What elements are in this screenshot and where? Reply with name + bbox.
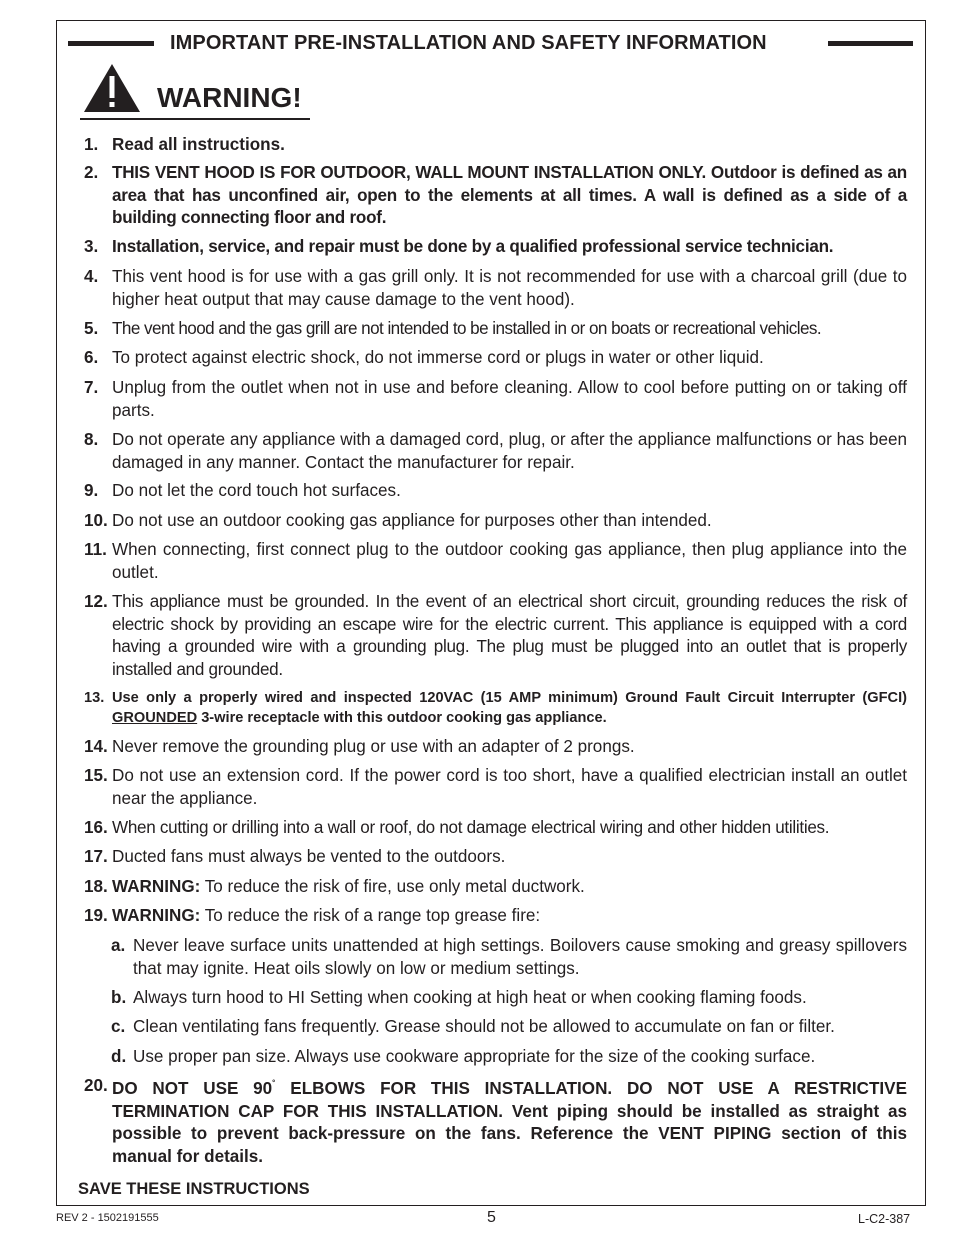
list-item: [84, 539, 907, 584]
list-item: [84, 736, 907, 759]
sub-list-item: [111, 1016, 907, 1039]
item-text: When connecting, first connect plug to the outdoor cooking gas appliance, then plug appliance into the outlet.: [112, 540, 907, 582]
header-rule-left: [68, 41, 154, 46]
item-text: Do not let the cord touch hot surfaces.: [112, 481, 401, 500]
item-text: Do not use an extension cord. If the power cord is too short, have a qualified electrician install an outlet near the appliance.: [112, 766, 907, 808]
list-item: [84, 510, 907, 533]
save-instructions-note: SAVE THESE INSTRUCTIONS: [78, 1180, 310, 1198]
warning-label: WARNING:: [112, 906, 201, 925]
list-item: [84, 480, 907, 503]
item-number: 8.: [84, 430, 99, 449]
list-item: [84, 846, 907, 869]
warning-label: WARNING:: [112, 877, 201, 896]
list-item: [84, 1075, 907, 1168]
item-text: [112, 876, 907, 899]
item-number: 14.: [84, 737, 108, 756]
item-number: 11.: [84, 540, 107, 559]
item-number: 1.: [84, 135, 99, 154]
revision-label: REV 2 - 1502191555: [56, 1212, 159, 1224]
list-item: [84, 876, 907, 899]
section-title: IMPORTANT PRE-INSTALLATION AND SAFETY INFORMATION: [170, 32, 767, 54]
item-number: 10.: [84, 511, 108, 530]
warning-triangle-icon: [82, 62, 142, 114]
item-number: 17.: [84, 847, 108, 866]
item-number: 7.: [84, 378, 99, 397]
item-text: This appliance must be grounded. In the event of an electrical short circuit, grounding reduces the risk of electric shock by providing an escape wire for the electric current. This appliance is equipped with a cord having a grounded wire with a grounding plug. The plug must be plugged into an outlet that is properly installed and grounded.: [112, 592, 907, 679]
item-number: 19.: [84, 906, 108, 925]
sub-item-text: Always turn hood to HI Setting when cooking at high heat or when cooking flaming foods.: [133, 988, 807, 1007]
item-number: 18.: [84, 877, 108, 896]
item-text: Unplug from the outlet when not in use and before cleaning. Allow to cool before putting on or taking off parts.: [112, 378, 907, 420]
item-text: To protect against electric shock, do not immerse cord or plugs in water or other liquid.: [112, 348, 764, 367]
list-item: [84, 162, 907, 230]
page-number: 5: [487, 1209, 496, 1226]
list-item: [84, 688, 907, 728]
list-item: [84, 377, 907, 422]
degree-symbol: ˚: [272, 1080, 276, 1091]
list-item: [84, 817, 907, 840]
item-text: When cutting or drilling into a wall or roof, do not damage electrical wiring and other hidden utilities.: [112, 818, 830, 837]
sub-list-item: [111, 987, 907, 1010]
item-text-part: ELBOWS FOR THIS INSTALLATION. DO NOT USE A RESTRICTIVE TERMINATION CAP FOR THIS INSTALLATION. Vent piping should be installed as straight as possible to prevent back-pressure on the fans. Reference the VENT PIPING section of this manual for details.: [112, 1079, 907, 1166]
item-text: Installation, service, and repair must be done by a qualified professional service technician.: [112, 237, 834, 256]
list-item: [84, 765, 907, 810]
item-text: The vent hood and the gas grill are not intended to be installed in or on boats or recreational vehicles.: [112, 319, 822, 338]
warning-heading: WARNING!: [157, 82, 302, 113]
list-item: [84, 236, 907, 259]
item-number: 6.: [84, 348, 99, 367]
sub-item-text: Clean ventilating fans frequently. Grease should not be allowed to accumulate on fan or filter.: [133, 1017, 835, 1036]
item-text: Read all instructions.: [112, 135, 285, 154]
list-item: [84, 429, 907, 474]
list-item: [84, 347, 907, 370]
item-number: 9.: [84, 481, 99, 500]
item-text: This vent hood is for use with a gas grill only. It is not recommended for use with a charcoal grill (due to higher heat output that may cause damage to the vent hood).: [112, 267, 907, 309]
item-text: [112, 1075, 907, 1168]
item-text-part: Use only a properly wired and inspected 120VAC (15 AMP minimum) Ground Fault Circuit Interrupter (GFCI): [112, 690, 907, 706]
sub-list-item: [111, 1046, 907, 1069]
item-text: Do not operate any appliance with a damaged cord, plug, or after the appliance malfunctions or has been damaged in any manner. Contact the manufacturer for repair.: [112, 430, 907, 472]
item-number: 5.: [84, 319, 99, 338]
item-text-part: To reduce the risk of a range top grease fire:: [200, 906, 541, 925]
item-number: 15.: [84, 766, 108, 785]
item-text-part: To reduce the risk of fire, use only metal ductwork.: [200, 877, 585, 896]
document-code: L-C2-387: [858, 1212, 911, 1226]
warning-underline: [80, 118, 310, 120]
sub-item-letter: c.: [111, 1017, 126, 1036]
item-text-part: DO NOT USE 90: [112, 1079, 273, 1098]
sub-list-item: [111, 935, 907, 980]
list-item: [84, 134, 907, 157]
item-number: 3.: [84, 237, 99, 256]
item-text: Do not use an outdoor cooking gas appliance for purposes other than intended.: [112, 511, 712, 530]
sub-item-text: Use proper pan size. Always use cookware appropriate for the size of the cooking surface.: [133, 1047, 816, 1066]
item-number: 16.: [84, 818, 108, 837]
item-text: Ducted fans must always be vented to the outdoors.: [112, 847, 506, 866]
item-number: 12.: [84, 592, 108, 611]
item-number: 2.: [84, 163, 99, 182]
item-number: 13.: [84, 690, 105, 706]
item-text: [112, 905, 907, 928]
list-item: [84, 318, 907, 341]
item-number: 20.: [84, 1076, 108, 1095]
sub-item-letter: a.: [111, 936, 126, 955]
grounded-emphasis: GROUNDED: [112, 710, 198, 726]
sub-item-letter: d.: [111, 1047, 127, 1066]
list-item: [84, 591, 907, 681]
item-text: [112, 688, 907, 728]
item-number: 4.: [84, 267, 99, 286]
item-text-part: 3-wire receptacle with this outdoor cooking gas appliance.: [197, 710, 607, 726]
item-text: THIS VENT HOOD IS FOR OUTDOOR, WALL MOUNT INSTALLATION ONLY. Outdoor is defined as an area that has unconfined air, open to the elements at all times. A wall is defined as a side of a building connecting floor and roof.: [112, 163, 907, 227]
list-item: [84, 266, 907, 311]
sub-item-letter: b.: [111, 988, 127, 1007]
item-text: Never remove the grounding plug or use with an adapter of 2 prongs.: [112, 737, 635, 756]
list-item: [84, 905, 907, 928]
header-rule-right: [828, 41, 913, 46]
sub-item-text: Never leave surface units unattended at high settings. Boilovers cause smoking and greasy spillovers that may ignite. Heat oils slowly on low or medium settings.: [133, 936, 907, 978]
